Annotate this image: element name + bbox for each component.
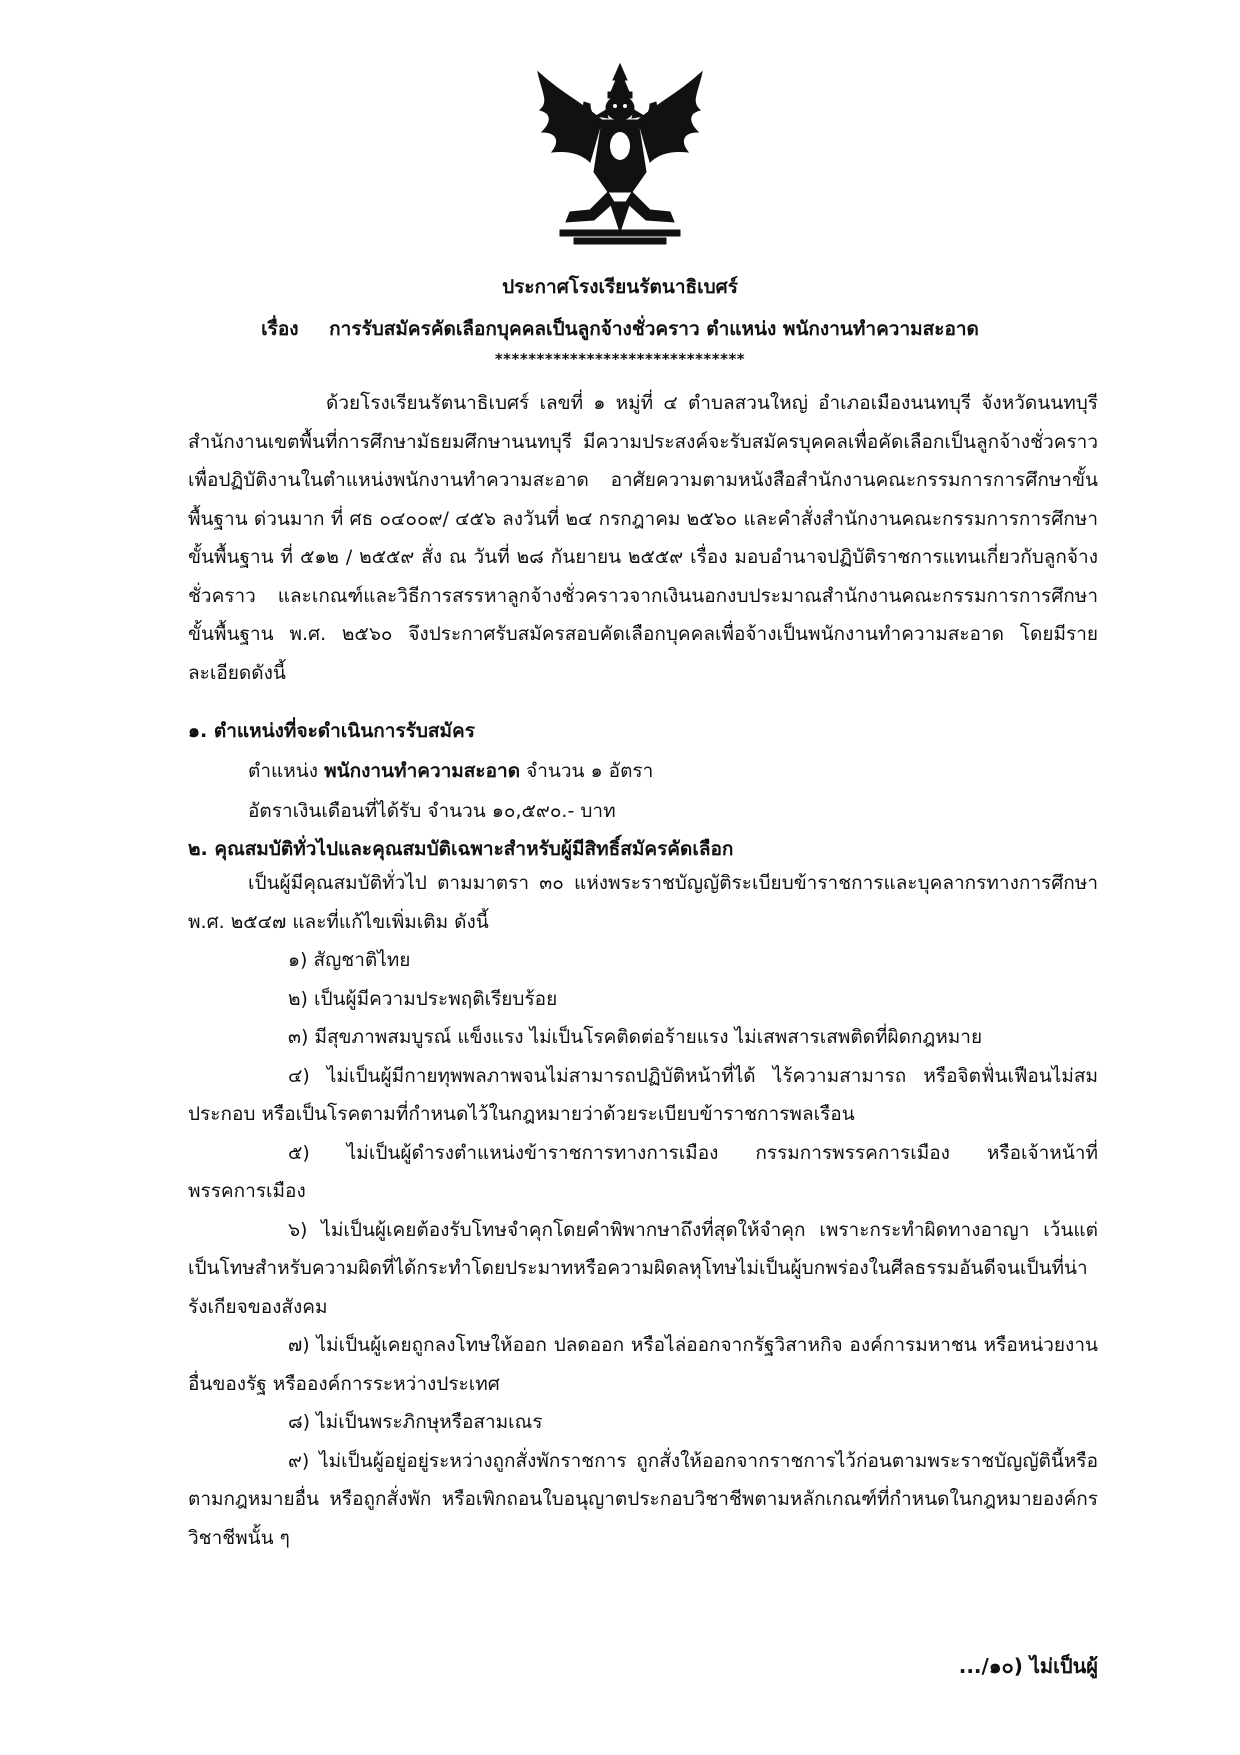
garuda-emblem-icon xyxy=(530,62,710,250)
salary-line: อัตราเงินเดือนที่ได้รับ จำนวน ๑๐,๕๙๐.- บาท xyxy=(248,800,616,822)
continuation-note: .../๑๐) ไม่เป็นผู้ xyxy=(958,1654,1098,1678)
qualification-item: ๑) สัญชาติไทย xyxy=(288,949,411,971)
position-line xyxy=(248,756,653,786)
position-count: จำนวน ๑ อัตรา xyxy=(526,760,654,782)
position-prefix: ตำแหน่ง xyxy=(248,760,319,782)
intro-text: ด้วยโรงเรียนรัตนาธิเบศร์ เลขที่ ๑ หมู่ที่ ๔ ตำบลสวนใหญ่ อำเภอเมืองนนทบุรี จังหวัดนนทบุรี สำนักงานเขตพื้นที่การศึกษามัธยมศึกษานนทบุรี มีความประสงค์จะรับสมัครบุคคลเพื่อคัดเลือกเป็นลูกจ้างชั่วคราว เพื่อปฏิบัติงานในตำแหน่งพนักงานทำความสะอาด อาศัยความตามหนังสือสำนักงานคณะกรรมการการศึกษาขั้นพื้นฐาน ด่วนมาก ที่ ศธ ๐๔๐๐๙/ ๔๕๖ ลงวันที่ ๒๔ กรกฎาคม ๒๕๖๐ และคำสั่งสำนักงานคณะกรรมการการศึกษาขั้นพื้นฐาน ที่ ๕๑๒ / ๒๕๕๙ สั่ง ณ วันที่ ๒๘ กันยายน ๒๕๕๙ เรื่อง มอบอำนาจปฏิบัติราชการแทนเกี่ยวกับลูกจ้างชั่วคราว และเกณฑ์และวิธีการสรรหาลูกจ้างชั่วคราวจากเงินนอกงบประมาณสำนักงานคณะกรรมการการศึกษาขั้นพื้นฐาน พ.ศ. ๒๕๖๐ จึงประกาศรับสมัครสอบคัดเลือกบุคคลเพื่อจ้างเป็นพนักงานทำความสะอาด โดยมีรายละเอียดดังนี้ xyxy=(188,392,1098,684)
subject-text: การรับสมัครคัดเลือกบุคคลเป็นลูกจ้างชั่วคราว ตำแหน่ง พนักงานทำความสะอาด xyxy=(329,318,979,340)
title-separator: ****************************** xyxy=(494,350,746,368)
announcement-subject xyxy=(0,314,1240,344)
qualification-item: ๗) ไม่เป็นผู้เคยถูกลงโทษให้ออก ปลดออก หรือไล่ออกจากรัฐวิสาหกิจ องค์การมหาชน หรือหน่วยงานอื่นของรัฐ หรือองค์การระหว่างประเทศ xyxy=(188,1334,1098,1395)
announcement-title: ประกาศโรงเรียนรัตนาธิเบศร์ xyxy=(502,276,738,298)
intro-paragraph xyxy=(188,384,1098,692)
qualifications-lead: เป็นผู้มีคุณสมบัติทั่วไป ตามมาตรา ๓๐ แห่งพระราชบัญญัติระเบียบข้าราชการและบุคลากรทางการศึกษา พ.ศ. ๒๕๔๗ และที่แก้ไขเพิ่มเติม ดังนี้ xyxy=(188,872,1098,933)
section-1-heading: ๑. ตำแหน่งที่จะดำเนินการรับสมัคร xyxy=(188,720,475,742)
qualification-item: ๙) ไม่เป็นผู้อยู่อยู่ระหว่างถูกสั่งพักราชการ ถูกสั่งให้ออกจากราชการไว้ก่อนตามพระราชบัญญัตินี้หรือตามกฎหมายอื่น หรือถูกสั่งพัก หรือเพิกถอนใบอนุญาตประกอบวิชาชีพตามหลักเกณฑ์ที่กำหนดในกฎหมายองค์กรวิชาชีพนั้น ๆ xyxy=(188,1449,1098,1549)
qualification-item: ๕) ไม่เป็นผู้ดำรงตำแหน่งข้าราชการทางการเมือง กรรมการพรรคการเมือง หรือเจ้าหน้าที่พรรคการเมือง xyxy=(188,1141,1098,1202)
qualification-item: ๓) มีสุขภาพสมบูรณ์ แข็งแรง ไม่เป็นโรคติดต่อร้ายแรง ไม่เสพสารเสพติดที่ผิดกฎหมาย xyxy=(288,1026,983,1048)
qualifications-list xyxy=(188,864,1098,1557)
qualification-item: ๖) ไม่เป็นผู้เคยต้องรับโทษจำคุกโดยคำพิพากษาถึงที่สุดให้จำคุก เพราะกระทำผิดทางอาญา เว้นแต่เป็นโทษสำหรับความผิดที่ได้กระทำโดยประมาทหรือความผิดลหุโทษไม่เป็นผู้บกพร่องในศีลธรรมอันดีจนเป็นที่น่ารังเกียจของสังคม xyxy=(188,1218,1098,1318)
qualification-item: ๔) ไม่เป็นผู้มีกายทุพพลภาพจนไม่สามารถปฏิบัติหน้าที่ได้ ไร้ความสามารถ หรือจิตฟั่นเฟือนไม่สมประกอบ หรือเป็นโรคตามที่กำหนดไว้ในกฎหมายว่าด้วยระเบียบข้าราชการพลเรือน xyxy=(188,1064,1098,1125)
qualification-item: ๘) ไม่เป็นพระภิกษุหรือสามเณร xyxy=(288,1411,543,1433)
position-name: พนักงานทำความสะอาด xyxy=(324,760,521,782)
section-2-heading: ๒. คุณสมบัติทั่วไปและคุณสมบัติเฉพาะสำหรับผู้มีสิทธิ์สมัครคัดเลือก xyxy=(188,838,734,860)
subject-label: เรื่อง xyxy=(261,318,299,340)
qualification-item: ๒) เป็นผู้มีความประพฤติเรียบร้อย xyxy=(288,987,558,1010)
